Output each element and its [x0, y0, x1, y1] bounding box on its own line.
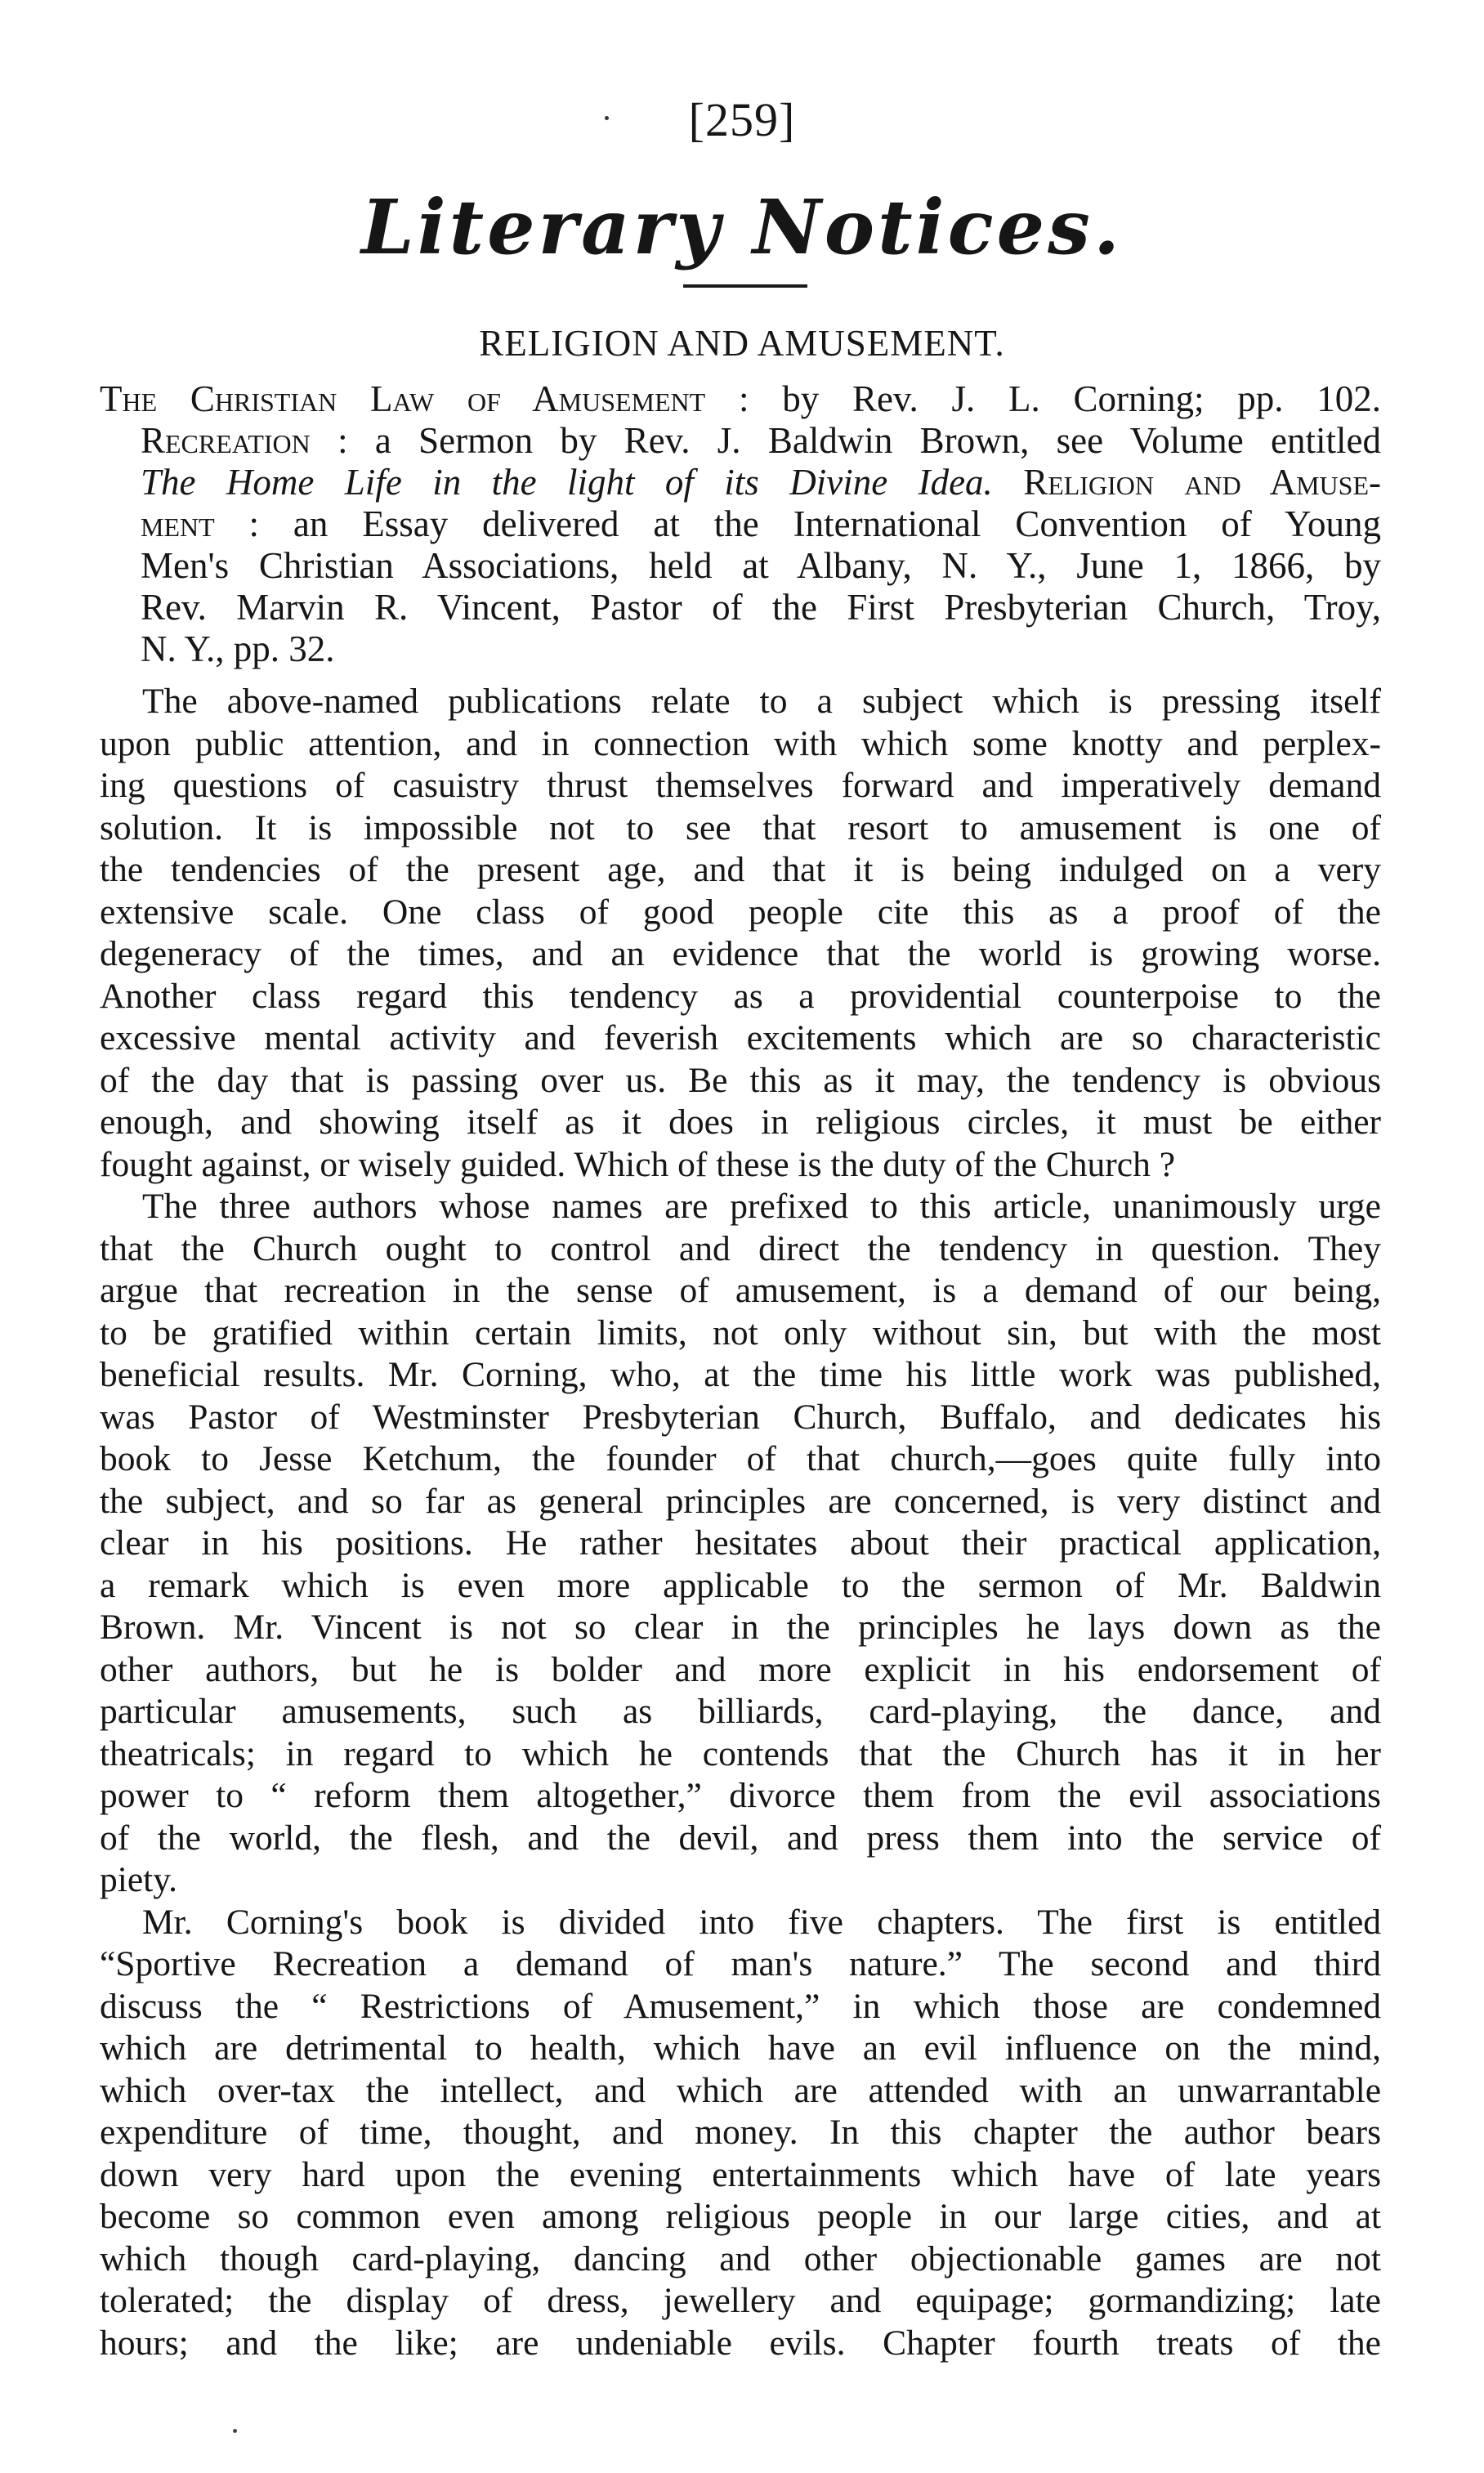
text-line: tolerated; the display of dress, jewellery and equipage; gormandizing; late	[100, 2281, 1381, 2320]
text-line: was Pastor of Westminster Presbyterian Church, Buffalo, and dedicates his	[100, 1397, 1381, 1437]
text-line: upon public attention, and in connection with which some knotty and perplex-	[100, 723, 1381, 763]
text-line: book to Jesse Ketchum, the founder of that church,—goes quite fully into	[100, 1439, 1381, 1478]
text-line: other authors, but he is bolder and more explicit in his endorsement of	[100, 1649, 1381, 1689]
text-line: which over-tax the intellect, and which are attended with an unwarrantable	[100, 2070, 1381, 2110]
text-line: enough, and showing itself as it does in religious circles, it must be either	[100, 1102, 1381, 1142]
text-line: The three authors whose names are prefixed to this article, unanimously urge	[142, 1187, 1381, 1226]
text-line: power to “ reform them altogether,” divorce them from the evil associations	[100, 1776, 1381, 1815]
text-line: degeneracy of the times, and an evidence that the world is growing worse.	[100, 934, 1381, 973]
text-line: beneficial results. Mr. Corning, who, at the time his little work was published,	[100, 1355, 1381, 1394]
citation-text	[993, 462, 1023, 503]
text-line: extensive scale. One class of good people cite this as a proof of the	[100, 892, 1381, 932]
page-number: [259]	[688, 93, 796, 146]
citation-text: Religion and Amuse-	[1023, 462, 1381, 503]
citation-line	[100, 503, 1381, 545]
title-divider-rule	[683, 284, 807, 288]
text-line: particular amusements, such as billiards, card-playing, the dance, and	[100, 1692, 1381, 1731]
text-line: become so common even among religious people in our large cities, and at	[100, 2197, 1381, 2236]
citation-text: Men's Christian Associations, held at Albany, N. Y., June 1, 1866, by	[141, 545, 1381, 586]
section-title: Literary Notices.	[361, 183, 1123, 271]
citation-line	[100, 462, 1381, 503]
text-line: which though card-playing, dancing and other objectionable games are not	[100, 2238, 1381, 2278]
text-line: of the day that is passing over us. Be this as it may, the tendency is obvious	[100, 1060, 1381, 1100]
citation-line	[100, 545, 1381, 587]
text-line: that the Church ought to control and direct the tendency in question. They	[100, 1228, 1381, 1268]
citation-line	[100, 378, 1381, 420]
article-heading: RELIGION AND AMUSEMENT.	[479, 323, 1005, 364]
speck-mark	[233, 2429, 237, 2433]
text-line: hours; and the like; are undeniable evils. Chapter fourth treats of the	[100, 2323, 1381, 2363]
text-line: Mr. Corning's book is divided into five chapters. The first is entitled	[142, 1902, 1381, 1942]
article-body	[100, 681, 1381, 2364]
citation-text: The Christian Law of Amusement	[100, 378, 706, 419]
text-line: down very hard upon the evening entertainments which have of late years	[100, 2154, 1381, 2194]
text-line: clear in his positions. He rather hesitates about their practical application,	[100, 1523, 1381, 1563]
text-line: which are detrimental to health, which have an evil influence on the mind,	[100, 2028, 1381, 2068]
text-line: Another class regard this tendency as a providential counterpoise to the	[100, 976, 1381, 1016]
text-line: The above-named publications relate to a subject which is pressing itself	[142, 682, 1381, 721]
citation-text: N. Y., pp. 32.	[141, 628, 335, 669]
text-line: solution. It is impossible not to see that resort to amusement is one of	[100, 807, 1381, 847]
text-line: ing questions of casuistry thrust themselves forward and imperatively demand	[100, 766, 1381, 805]
citation-line	[100, 628, 1381, 670]
text-line: of the world, the flesh, and the devil, and press them into the service of	[100, 1818, 1381, 1858]
text-line: a remark which is even more applicable to the sermon of Mr. Baldwin	[100, 1565, 1381, 1605]
text-line: discuss the “ Restrictions of Amusement,” in which those are condemned	[100, 1986, 1381, 2026]
citation-text: Recreation	[141, 420, 311, 461]
text-line: theatricals; in regard to which he contends that the Church has it in her	[100, 1733, 1381, 1773]
text-line: fought against, or wisely guided. Which of these is the duty of the Church ?	[100, 1144, 1176, 1184]
text-line: the subject, and so far as general principles are concerned, is very distinct and	[100, 1481, 1381, 1521]
text-line: excessive mental activity and feverish excitements which are so characteristic	[100, 1018, 1381, 1058]
text-line: piety.	[100, 1860, 178, 1899]
citation-text: ment	[141, 503, 215, 544]
book-citation-list	[100, 378, 1381, 670]
text-line: Brown. Mr. Vincent is not so clear in the principles he lays down as the	[100, 1608, 1381, 1647]
citation-text: Rev. Marvin R. Vincent, Pastor of the First Presbyterian Church, Troy,	[141, 587, 1381, 628]
citation-line	[100, 587, 1381, 628]
text-line: the tendencies of the present age, and that it is being indulged on a very	[100, 850, 1381, 889]
citation-line	[100, 420, 1381, 462]
text-line: to be gratified within certain limits, not only without sin, but with the most	[100, 1313, 1381, 1353]
text-line: “Sportive Recreation a demand of man's nature.” The second and third	[100, 1944, 1381, 1983]
citation-text: : a Sermon by Rev. J. Baldwin Brown, see Volume entitled	[310, 420, 1381, 461]
citation-text: : by Rev. J. L. Corning; pp. 102.	[705, 378, 1381, 419]
citation-text: The Home Life in the light of its Divine Idea.	[141, 462, 993, 503]
text-line: expenditure of time, thought, and money. In this chapter the author bears	[100, 2113, 1381, 2152]
text-line: argue that recreation in the sense of amusement, is a demand of our being,	[100, 1271, 1381, 1310]
citation-text: : an Essay delivered at the International Convention of Young	[214, 503, 1381, 544]
